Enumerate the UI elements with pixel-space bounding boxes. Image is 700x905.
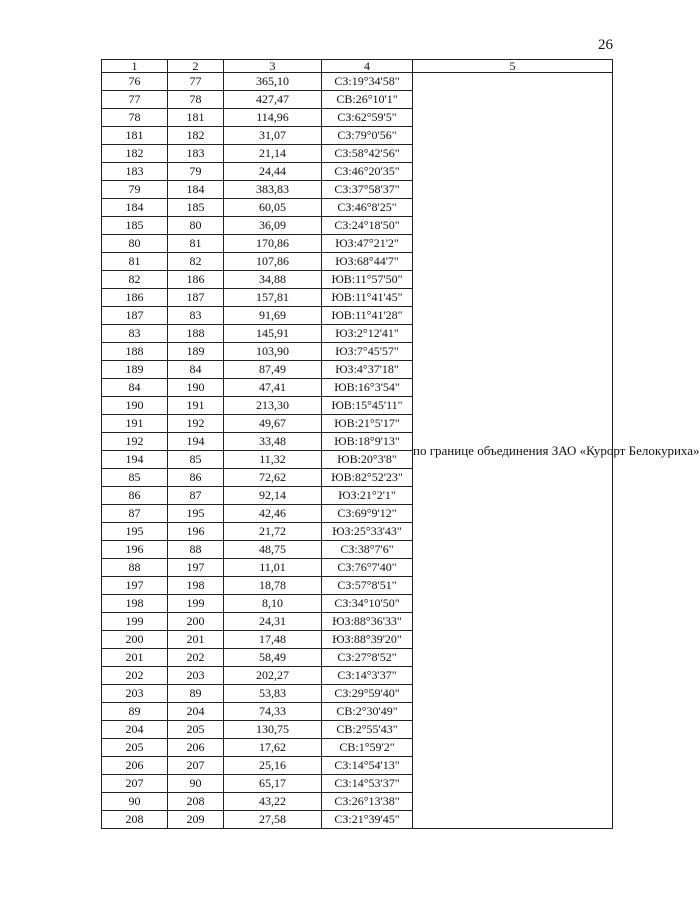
to-point-cell: 82 — [168, 253, 224, 271]
from-point-cell: 182 — [102, 145, 168, 163]
boundary-table — [101, 59, 700, 829]
distance-cell: 33,48 — [224, 433, 322, 451]
bearing-cell: СЗ:62°59'5" — [322, 109, 413, 127]
distance-cell: 43,22 — [224, 793, 322, 811]
to-point-cell: 183 — [168, 145, 224, 163]
bearing-cell: СЗ:79°0'56" — [322, 127, 413, 145]
distance-cell: 27,58 — [224, 811, 322, 829]
bearing-cell: СЗ:58°42'56" — [322, 145, 413, 163]
bearing-cell: СЗ:27°8'52" — [322, 649, 413, 667]
to-point-cell: 205 — [168, 721, 224, 739]
from-point-cell: 208 — [102, 811, 168, 829]
distance-cell: 36,09 — [224, 217, 322, 235]
from-point-cell: 192 — [102, 433, 168, 451]
to-point-cell: 79 — [168, 163, 224, 181]
to-point-cell: 188 — [168, 325, 224, 343]
from-point-cell: 82 — [102, 271, 168, 289]
distance-cell: 213,30 — [224, 397, 322, 415]
from-point-cell: 76 — [102, 73, 168, 91]
bearing-cell: СЗ:26°13'38" — [322, 793, 413, 811]
to-point-cell: 206 — [168, 739, 224, 757]
distance-cell: 58,49 — [224, 649, 322, 667]
bearing-cell: СВ:2°55'43" — [322, 721, 413, 739]
to-point-cell: 191 — [168, 397, 224, 415]
from-point-cell: 196 — [102, 541, 168, 559]
to-point-cell: 207 — [168, 757, 224, 775]
distance-cell: 49,67 — [224, 415, 322, 433]
from-point-cell: 205 — [102, 739, 168, 757]
distance-cell: 25,16 — [224, 757, 322, 775]
distance-cell: 24,44 — [224, 163, 322, 181]
distance-cell: 103,90 — [224, 343, 322, 361]
bearing-cell: ЮЗ:47°21'2" — [322, 235, 413, 253]
distance-cell: 21,14 — [224, 145, 322, 163]
distance-cell: 24,31 — [224, 613, 322, 631]
from-point-cell: 184 — [102, 199, 168, 217]
distance-cell: 18,78 — [224, 577, 322, 595]
from-point-cell: 201 — [102, 649, 168, 667]
boundary-note-cell: по границе объединения ЗАО «Курорт Белокуриха» — [413, 73, 613, 829]
distance-cell: 383,83 — [224, 181, 322, 199]
from-point-cell: 202 — [102, 667, 168, 685]
to-point-cell: 197 — [168, 559, 224, 577]
from-point-cell: 84 — [102, 379, 168, 397]
to-point-cell: 81 — [168, 235, 224, 253]
to-point-cell: 201 — [168, 631, 224, 649]
from-point-cell: 79 — [102, 181, 168, 199]
bearing-cell: СЗ:46°8'25" — [322, 199, 413, 217]
bearing-cell: СЗ:38°7'6" — [322, 541, 413, 559]
bearing-cell: ЮЗ:21°2'1" — [322, 487, 413, 505]
bearing-cell: ЮВ:15°45'11" — [322, 397, 413, 415]
to-point-cell: 203 — [168, 667, 224, 685]
distance-cell: 107,86 — [224, 253, 322, 271]
to-point-cell: 200 — [168, 613, 224, 631]
to-point-cell: 85 — [168, 451, 224, 469]
from-point-cell: 194 — [102, 451, 168, 469]
column-header: 3 — [224, 60, 322, 73]
from-point-cell: 90 — [102, 793, 168, 811]
bearing-cell: СЗ:69°9'12" — [322, 505, 413, 523]
bearing-cell: ЮЗ:4°37'18" — [322, 361, 413, 379]
bearing-cell: СЗ:37°58'37" — [322, 181, 413, 199]
from-point-cell: 78 — [102, 109, 168, 127]
to-point-cell: 190 — [168, 379, 224, 397]
to-point-cell: 90 — [168, 775, 224, 793]
distance-cell: 202,27 — [224, 667, 322, 685]
table-body — [102, 73, 700, 829]
distance-cell: 157,81 — [224, 289, 322, 307]
to-point-cell: 189 — [168, 343, 224, 361]
distance-cell: 145,91 — [224, 325, 322, 343]
to-point-cell: 187 — [168, 289, 224, 307]
from-point-cell: 87 — [102, 505, 168, 523]
from-point-cell: 183 — [102, 163, 168, 181]
distance-cell: 365,10 — [224, 73, 322, 91]
distance-cell: 72,62 — [224, 469, 322, 487]
column-header: 1 — [102, 60, 168, 73]
header-row — [102, 60, 613, 73]
bearing-cell: СЗ:14°53'37" — [322, 775, 413, 793]
from-point-cell: 204 — [102, 721, 168, 739]
bearing-cell: СЗ:19°34'58" — [322, 73, 413, 91]
page-number: 26 — [598, 37, 613, 53]
bearing-cell: ЮВ:21°5'17" — [322, 415, 413, 433]
bearing-cell: СЗ:46°20'35" — [322, 163, 413, 181]
to-point-cell: 194 — [168, 433, 224, 451]
from-point-cell: 200 — [102, 631, 168, 649]
to-point-cell: 86 — [168, 469, 224, 487]
distance-cell: 17,62 — [224, 739, 322, 757]
bearing-cell: ЮВ:11°41'45" — [322, 289, 413, 307]
to-point-cell: 184 — [168, 181, 224, 199]
table-row — [102, 73, 613, 91]
distance-cell: 31,07 — [224, 127, 322, 145]
distance-cell: 427,47 — [224, 91, 322, 109]
from-point-cell: 77 — [102, 91, 168, 109]
distance-cell: 130,75 — [224, 721, 322, 739]
bearing-cell: СЗ:57°8'51" — [322, 577, 413, 595]
from-point-cell: 88 — [102, 559, 168, 577]
bearing-cell: СЗ:21°39'45" — [322, 811, 413, 829]
distance-cell: 47,41 — [224, 379, 322, 397]
bearing-cell: СЗ:34°10'50" — [322, 595, 413, 613]
to-point-cell: 192 — [168, 415, 224, 433]
distance-cell: 21,72 — [224, 523, 322, 541]
to-point-cell: 202 — [168, 649, 224, 667]
from-point-cell: 187 — [102, 307, 168, 325]
bearing-cell: ЮВ:11°57'50" — [322, 271, 413, 289]
to-point-cell: 77 — [168, 73, 224, 91]
from-point-cell: 81 — [102, 253, 168, 271]
from-point-cell: 191 — [102, 415, 168, 433]
bearing-cell: ЮЗ:7°45'57" — [322, 343, 413, 361]
from-point-cell: 85 — [102, 469, 168, 487]
from-point-cell: 86 — [102, 487, 168, 505]
from-point-cell: 203 — [102, 685, 168, 703]
from-point-cell: 186 — [102, 289, 168, 307]
from-point-cell: 189 — [102, 361, 168, 379]
to-point-cell: 83 — [168, 307, 224, 325]
from-point-cell: 199 — [102, 613, 168, 631]
to-point-cell: 88 — [168, 541, 224, 559]
bearing-cell: ЮВ:18°9'13" — [322, 433, 413, 451]
to-point-cell: 198 — [168, 577, 224, 595]
distance-cell: 60,05 — [224, 199, 322, 217]
bearing-cell: ЮЗ:25°33'43" — [322, 523, 413, 541]
column-header: 5 — [413, 60, 613, 73]
from-point-cell: 80 — [102, 235, 168, 253]
to-point-cell: 84 — [168, 361, 224, 379]
from-point-cell: 83 — [102, 325, 168, 343]
distance-cell: 34,88 — [224, 271, 322, 289]
distance-cell: 91,69 — [224, 307, 322, 325]
to-point-cell: 80 — [168, 217, 224, 235]
distance-cell: 92,14 — [224, 487, 322, 505]
from-point-cell: 188 — [102, 343, 168, 361]
to-point-cell: 182 — [168, 127, 224, 145]
distance-cell: 87,49 — [224, 361, 322, 379]
bearing-cell: ЮВ:82°52'23" — [322, 469, 413, 487]
column-header: 2 — [168, 60, 224, 73]
distance-cell: 11,32 — [224, 451, 322, 469]
bearing-cell: ЮЗ:88°36'33" — [322, 613, 413, 631]
to-point-cell: 185 — [168, 199, 224, 217]
bearing-cell: СЗ:14°3'37" — [322, 667, 413, 685]
to-point-cell: 204 — [168, 703, 224, 721]
bearing-cell: СВ:1°59'2" — [322, 739, 413, 757]
to-point-cell: 87 — [168, 487, 224, 505]
to-point-cell: 196 — [168, 523, 224, 541]
from-point-cell: 197 — [102, 577, 168, 595]
from-point-cell: 89 — [102, 703, 168, 721]
bearing-cell: ЮЗ:88°39'20" — [322, 631, 413, 649]
distance-cell: 8,10 — [224, 595, 322, 613]
distance-cell: 170,86 — [224, 235, 322, 253]
bearing-cell: ЮЗ:68°44'7" — [322, 253, 413, 271]
distance-cell: 42,46 — [224, 505, 322, 523]
from-point-cell: 181 — [102, 127, 168, 145]
distance-cell: 114,96 — [224, 109, 322, 127]
from-point-cell: 198 — [102, 595, 168, 613]
to-point-cell: 199 — [168, 595, 224, 613]
to-point-cell: 181 — [168, 109, 224, 127]
bearing-cell: ЮВ:20°3'8" — [322, 451, 413, 469]
bearing-cell: СЗ:29°59'40" — [322, 685, 413, 703]
from-point-cell: 195 — [102, 523, 168, 541]
from-point-cell: 185 — [102, 217, 168, 235]
to-point-cell: 89 — [168, 685, 224, 703]
distance-cell: 65,17 — [224, 775, 322, 793]
to-point-cell: 186 — [168, 271, 224, 289]
bearing-cell: ЮЗ:2°12'41" — [322, 325, 413, 343]
bearing-cell: СВ:26°10'1" — [322, 91, 413, 109]
column-header: 4 — [322, 60, 413, 73]
bearing-cell: СВ:2°30'49" — [322, 703, 413, 721]
distance-cell: 53,83 — [224, 685, 322, 703]
to-point-cell: 78 — [168, 91, 224, 109]
from-point-cell: 206 — [102, 757, 168, 775]
to-point-cell: 209 — [168, 811, 224, 829]
from-point-cell: 207 — [102, 775, 168, 793]
distance-cell: 48,75 — [224, 541, 322, 559]
bearing-cell: ЮВ:11°41'28" — [322, 307, 413, 325]
from-point-cell: 190 — [102, 397, 168, 415]
distance-cell: 17,48 — [224, 631, 322, 649]
distance-cell: 74,33 — [224, 703, 322, 721]
to-point-cell: 195 — [168, 505, 224, 523]
distance-cell: 11,01 — [224, 559, 322, 577]
bearing-cell: ЮВ:16°3'54" — [322, 379, 413, 397]
bearing-cell: СЗ:14°54'13" — [322, 757, 413, 775]
bearing-cell: СЗ:76°7'40" — [322, 559, 413, 577]
bearing-cell: СЗ:24°18'50" — [322, 217, 413, 235]
to-point-cell: 208 — [168, 793, 224, 811]
